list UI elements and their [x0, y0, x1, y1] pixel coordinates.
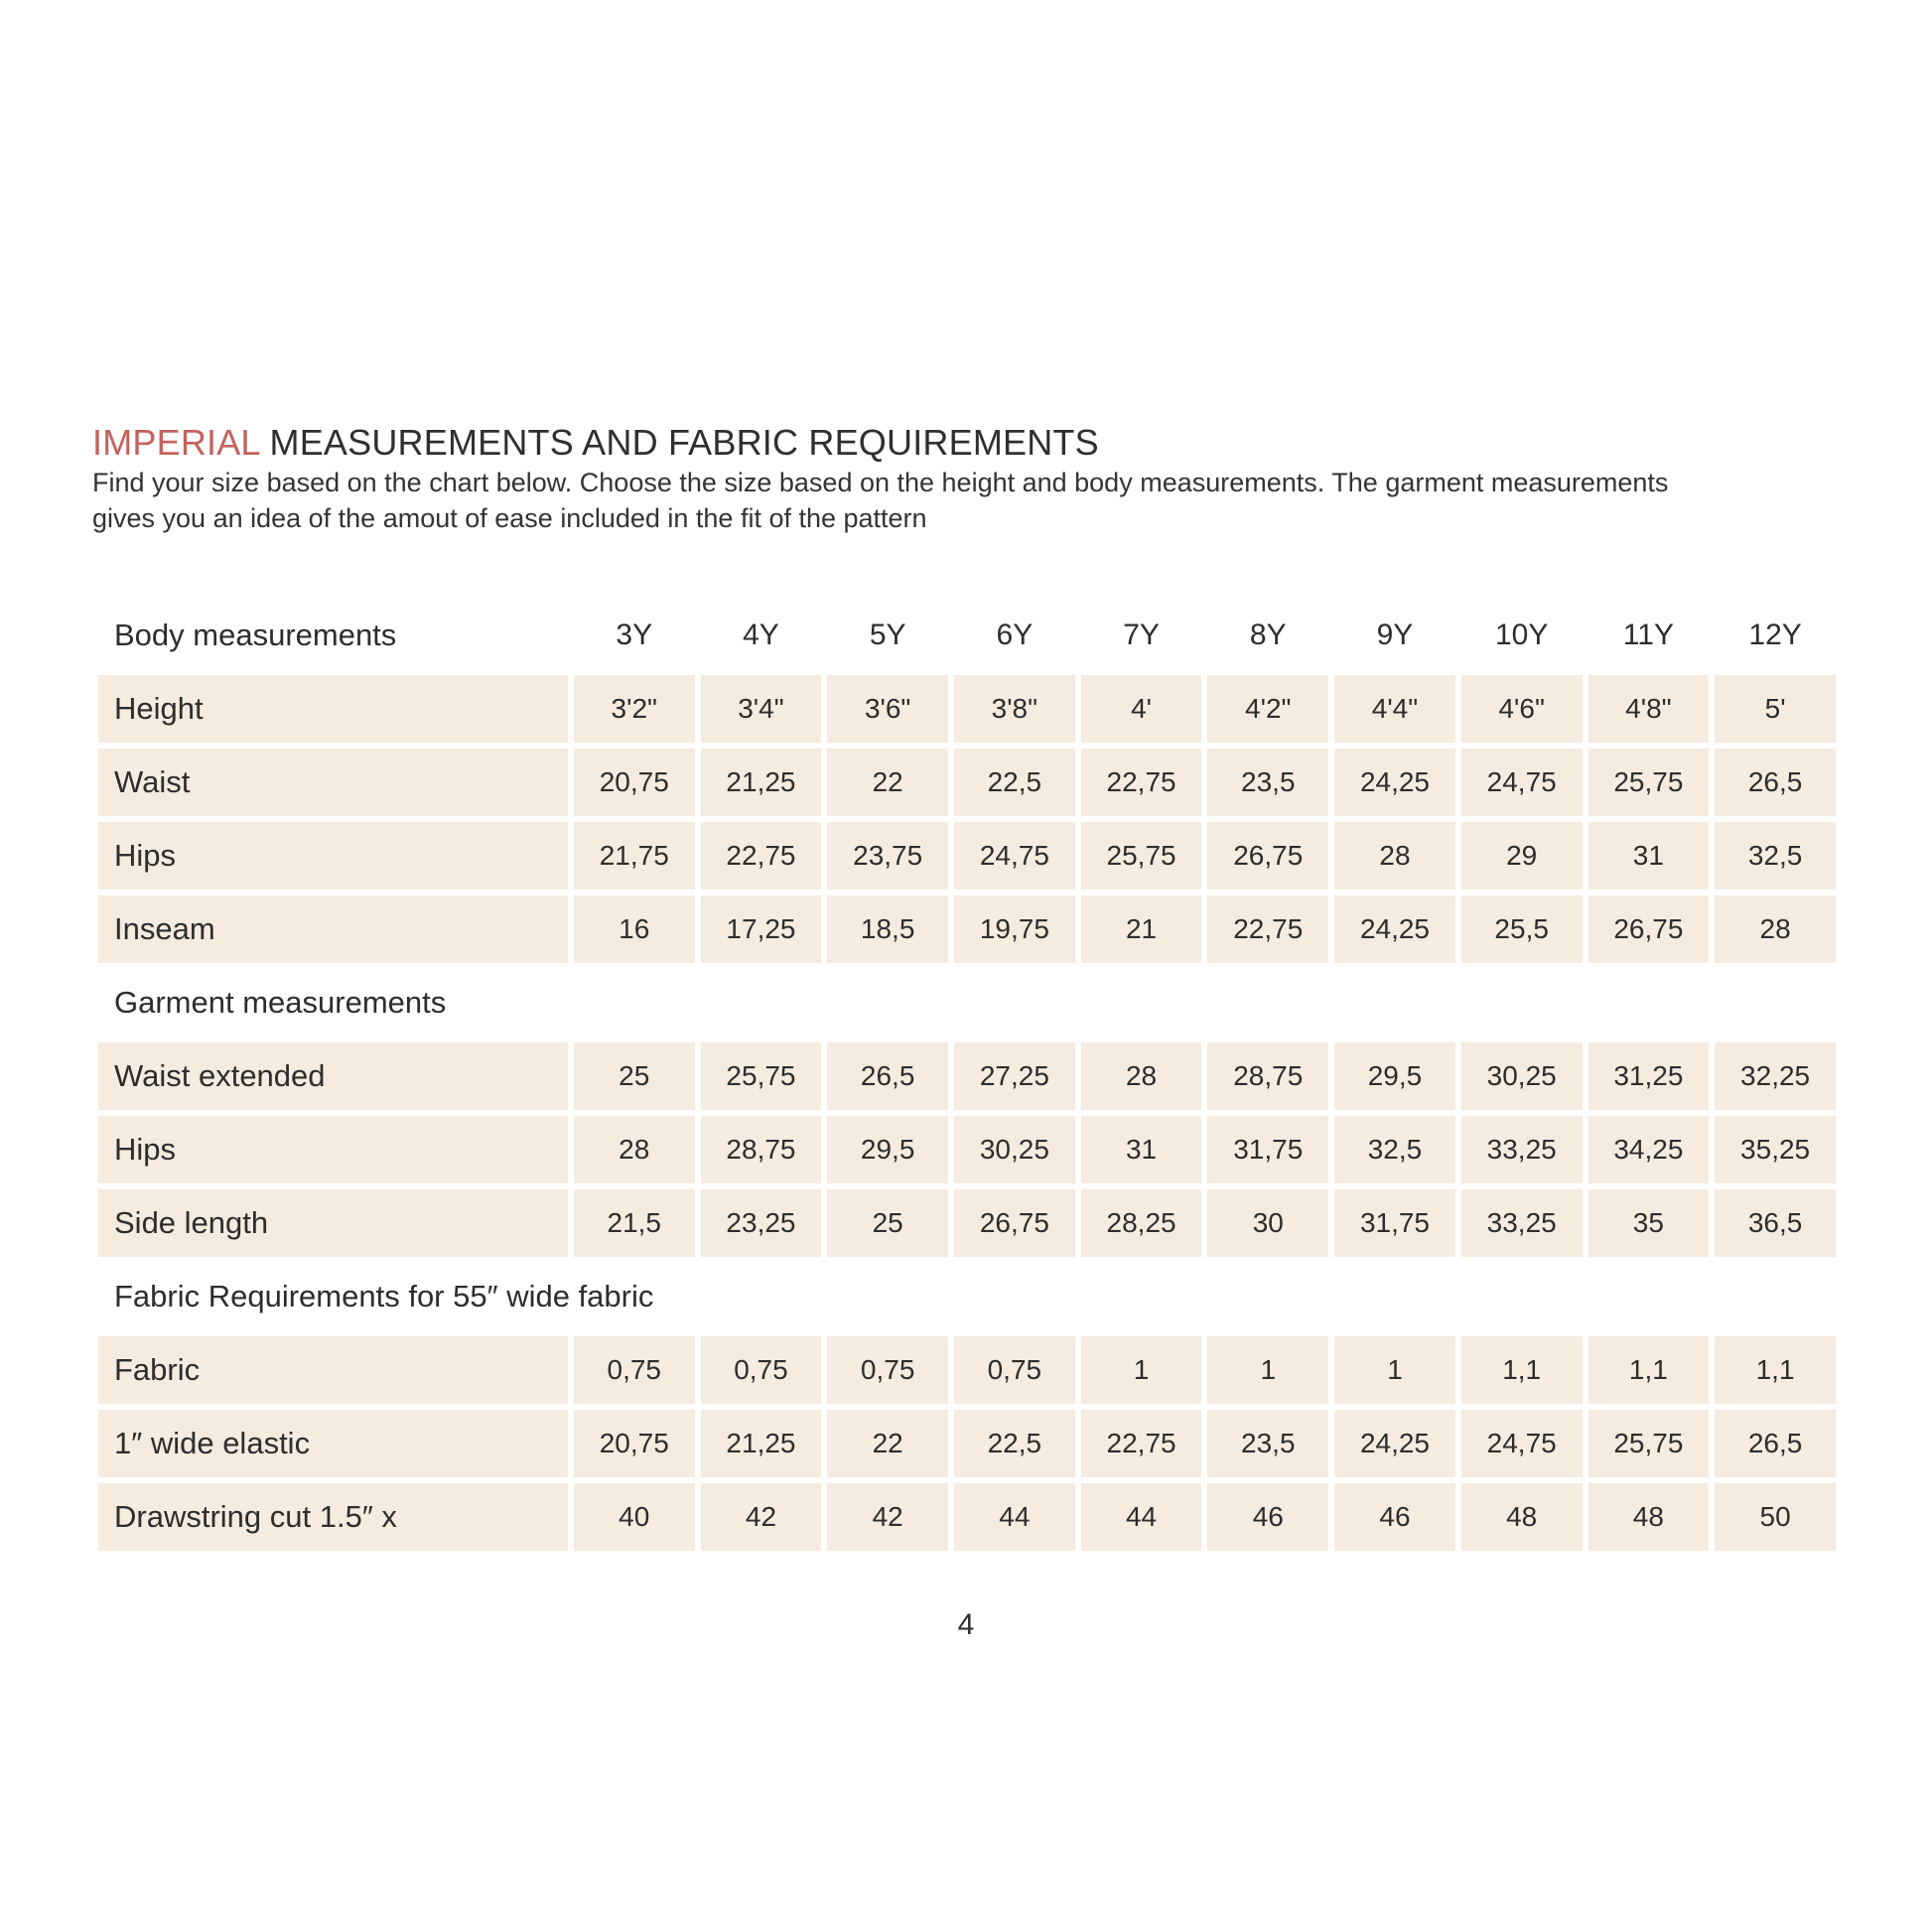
table-cell: 46 [1207, 1483, 1328, 1551]
table-cell: 30 [1207, 1189, 1328, 1257]
heading-rest: MEASUREMENTS AND FABRIC REQUIREMENTS [259, 422, 1099, 463]
table-cell: 22,75 [701, 822, 822, 890]
table-cell: 48 [1461, 1483, 1583, 1551]
table-cell: 26,75 [954, 1189, 1075, 1257]
table-cell: 32,5 [1334, 1116, 1455, 1183]
table-cell: 1 [1334, 1336, 1455, 1404]
size-header: 7Y [1123, 619, 1160, 651]
row-label: 1″ wide elastic [98, 1410, 568, 1477]
table-cell: 44 [1081, 1483, 1202, 1551]
section-fabric [98, 1260, 1836, 1333]
table-row [98, 1039, 1836, 1113]
row-label: Hips [98, 822, 568, 890]
row-label: Fabric [98, 1336, 568, 1404]
table-cell: 1,1 [1461, 1336, 1583, 1404]
header-row [98, 599, 1836, 672]
row-label: Height [98, 675, 568, 743]
table-cell: 20,75 [574, 1410, 695, 1477]
table-cell: 21 [1081, 896, 1202, 963]
table-cell: 40 [574, 1483, 695, 1551]
table-cell: 26,5 [1715, 749, 1836, 816]
size-chart-table [98, 599, 1836, 1554]
table-cell: 30,25 [1461, 1042, 1583, 1110]
row-label: Drawstring cut 1.5″ x [98, 1483, 568, 1551]
table-cell: 22,5 [954, 1410, 1075, 1477]
table-cell: 0,75 [701, 1336, 822, 1404]
table-cell: 24,75 [1461, 1410, 1583, 1477]
table-cell: 42 [701, 1483, 822, 1551]
table-cell: 21,25 [701, 1410, 822, 1477]
table-cell: 25,5 [1461, 896, 1583, 963]
table-cell: 22,5 [954, 749, 1075, 816]
table-cell: 25 [827, 1189, 948, 1257]
table-cell: 34,25 [1588, 1116, 1710, 1183]
intro-line-1: Find your size based on the chart below. Choose the size based on the height and body measurements. The garment measurements [92, 468, 1669, 497]
table-row [98, 1186, 1836, 1260]
size-header: 10Y [1494, 619, 1549, 651]
table-cell: 20,75 [574, 749, 695, 816]
table-cell: 22 [827, 749, 948, 816]
table-cell: 28,75 [1207, 1042, 1328, 1110]
table-cell: 26,75 [1207, 822, 1328, 890]
table-cell: 33,25 [1461, 1189, 1583, 1257]
table-cell: 3'2" [574, 675, 695, 743]
intro-line-2: gives you an idea of the amout of ease included in the fit of the pattern [92, 503, 927, 533]
table-cell: 28 [1334, 822, 1455, 890]
table-cell: 22,75 [1081, 1410, 1202, 1477]
table-row [98, 819, 1836, 893]
table-cell: 28,25 [1081, 1189, 1202, 1257]
table-cell: 29,5 [827, 1116, 948, 1183]
table-row [98, 746, 1836, 819]
table-cell: 31,75 [1334, 1189, 1455, 1257]
size-header: 5Y [869, 619, 906, 651]
table-cell: 32,5 [1715, 822, 1836, 890]
size-header: 12Y [1748, 619, 1802, 651]
table-cell: 3'8" [954, 675, 1075, 743]
table-cell: 29,5 [1334, 1042, 1455, 1110]
table-cell: 30,25 [954, 1116, 1075, 1183]
table-cell: 3'6" [827, 675, 948, 743]
table-cell: 28 [1715, 896, 1836, 963]
table-cell: 31,75 [1207, 1116, 1328, 1183]
table-cell: 31 [1081, 1116, 1202, 1183]
table-row [98, 893, 1836, 966]
table-cell: 22 [827, 1410, 948, 1477]
table-cell: 35 [1588, 1189, 1710, 1257]
table-cell: 21,5 [574, 1189, 695, 1257]
table-cell: 24,25 [1334, 1410, 1455, 1477]
table-cell: 33,25 [1461, 1116, 1583, 1183]
table-cell: 35,25 [1715, 1116, 1836, 1183]
table-cell: 22,75 [1081, 749, 1202, 816]
table-cell: 46 [1334, 1483, 1455, 1551]
size-header: 8Y [1249, 619, 1287, 651]
table-cell: 27,25 [954, 1042, 1075, 1110]
section-garment-label: Garment measurements [114, 985, 447, 1020]
table-cell: 25,75 [1588, 749, 1710, 816]
size-header: 4Y [743, 619, 779, 651]
table-cell: 3'4" [701, 675, 822, 743]
table-cell: 23,25 [701, 1189, 822, 1257]
table-cell: 31 [1588, 822, 1710, 890]
table-cell: 21,75 [574, 822, 695, 890]
table-cell: 24,25 [1334, 749, 1455, 816]
page-heading [92, 421, 1879, 465]
table-cell: 29 [1461, 822, 1583, 890]
table-cell: 1 [1081, 1336, 1202, 1404]
table-cell: 22,75 [1207, 896, 1328, 963]
table-cell: 50 [1715, 1483, 1836, 1551]
table-cell: 42 [827, 1483, 948, 1551]
table-cell: 19,75 [954, 896, 1075, 963]
table-row [98, 1333, 1836, 1407]
row-label: Hips [98, 1116, 568, 1183]
table-cell: 28,75 [701, 1116, 822, 1183]
intro-text [92, 465, 1860, 536]
table-cell: 28 [1081, 1042, 1202, 1110]
row-label: Side length [98, 1189, 568, 1257]
table-cell: 1 [1207, 1336, 1328, 1404]
size-header: 6Y [996, 619, 1034, 651]
table-cell: 18,5 [827, 896, 948, 963]
table-cell: 23,5 [1207, 1410, 1328, 1477]
table-cell: 0,75 [827, 1336, 948, 1404]
table-cell: 25,75 [1588, 1410, 1710, 1477]
row-label: Waist extended [98, 1042, 568, 1110]
table-row [98, 1407, 1836, 1480]
table-row [98, 672, 1836, 746]
table-cell: 5' [1715, 675, 1836, 743]
table-cell: 1,1 [1588, 1336, 1710, 1404]
table-cell: 23,5 [1207, 749, 1328, 816]
table-cell: 31,25 [1588, 1042, 1710, 1110]
table-cell: 4'4" [1334, 675, 1455, 743]
size-header: 3Y [616, 619, 653, 651]
table-cell: 16 [574, 896, 695, 963]
table-cell: 0,75 [574, 1336, 695, 1404]
table-cell: 4'8" [1588, 675, 1710, 743]
table-cell: 26,5 [1715, 1410, 1836, 1477]
table-cell: 4' [1081, 675, 1202, 743]
section-label-body: Body measurements [114, 618, 397, 652]
table-cell: 48 [1588, 1483, 1710, 1551]
table-cell: 17,25 [701, 896, 822, 963]
table-cell: 0,75 [954, 1336, 1075, 1404]
table-cell: 24,75 [1461, 749, 1583, 816]
page-number: 4 [957, 1608, 975, 1641]
table-cell: 28 [574, 1116, 695, 1183]
table-row [98, 1480, 1836, 1554]
row-label: Inseam [98, 896, 568, 963]
table-cell: 26,75 [1588, 896, 1710, 963]
table-cell: 21,25 [701, 749, 822, 816]
size-header: 11Y [1622, 619, 1674, 651]
table-cell: 4'6" [1461, 675, 1583, 743]
table-row [98, 1113, 1836, 1186]
table-cell: 4'2" [1207, 675, 1328, 743]
table-cell: 26,5 [827, 1042, 948, 1110]
table-cell: 24,25 [1334, 896, 1455, 963]
table-cell: 44 [954, 1483, 1075, 1551]
table-cell: 36,5 [1715, 1189, 1836, 1257]
heading-accent: IMPERIAL [92, 422, 260, 463]
section-fabric-label: Fabric Requirements for 55″ wide fabric [114, 1279, 654, 1313]
section-garment [98, 966, 1836, 1039]
table-cell: 25 [574, 1042, 695, 1110]
table-cell: 25,75 [1081, 822, 1202, 890]
size-header: 9Y [1376, 619, 1414, 651]
row-label: Waist [98, 749, 568, 816]
table-cell: 24,75 [954, 822, 1075, 890]
table-cell: 32,25 [1715, 1042, 1836, 1110]
table-cell: 23,75 [827, 822, 948, 890]
table-cell: 1,1 [1715, 1336, 1836, 1404]
table-cell: 25,75 [701, 1042, 822, 1110]
